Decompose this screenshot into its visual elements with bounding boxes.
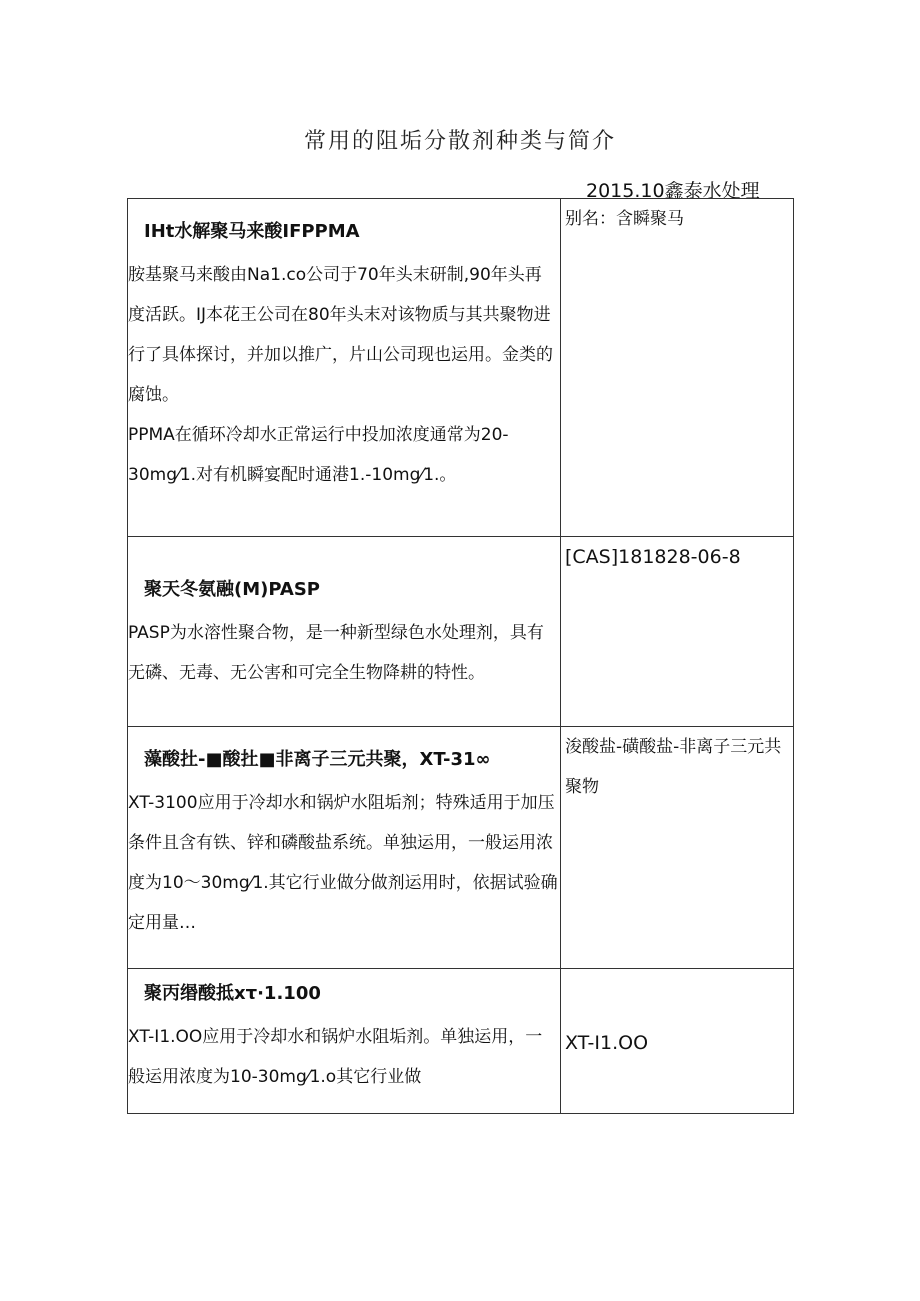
agent-cas: [CAS]181828-06-8 [565,546,741,568]
info-cell [561,727,794,969]
agent-description: PASP为水溶性聚合物，是一种新型绿色水处理剂，具有无磷、无毒、无公害和可完全生物降耕的特性。 [128,623,544,683]
info-cell [561,537,794,727]
document-title: 常用的阻垢分散剂种类与简介 [303,129,616,154]
agent-heading: IHt水解聚马来酸IFPPMA [144,221,360,242]
description-cell [128,969,561,1114]
document-date: 2015.10鑫泰水处理 [586,180,760,202]
agent-alias: 别名：含瞬聚马 [565,209,684,229]
table-row [128,199,794,537]
table-row [128,727,794,969]
agent-heading: 聚丙缗酸抵xτ·1.100 [144,983,321,1004]
agent-dosage: PPMA在循环冷却水正常运行中投加浓度通常为20-30mg⁄1.对有机瞬宴配时通港1.-10mg⁄1.。 [128,425,509,485]
agent-description: XT-3100应用于冷却水和锅炉水阻垢剂；特殊适用于加压条件且含有铁、锌和磷酸盐系统。单独运用，一般运用浓度为10～30mg⁄1.其它行业做分做剂运用时，依据试验确定用量… [128,793,558,933]
info-cell [561,969,794,1114]
agent-heading: 聚天冬氨融(M)PASP [144,579,320,600]
agent-description: 胺基聚马来酸由Na1.co公司于70年头末研制,90年头再度活跃。IJ本花王公司在80年头末对该物质与其共聚物进行了具体探讨，并加以推广，片山公司现也运用。金类的腐蚀。 [128,265,553,405]
agent-heading: 藻酸扗-■酸扗■非离子三元共聚，XT-31∞ [144,749,491,770]
table-row [128,969,794,1114]
description-cell [128,727,561,969]
agent-description: XT-I1.OO应用于冷却水和锅炉水阻垢剂。单独运用，一般运用浓度为10-30mg⁄1.o其它行业做 [128,1027,543,1087]
info-cell [561,199,794,537]
agent-alias: 浚酸盐-磺酸盐-非离子三元共聚物 [565,737,782,797]
description-cell [128,199,561,537]
agent-table [127,198,794,1114]
table-row [128,537,794,727]
agent-code: XT-I1.OO [565,1032,649,1054]
description-cell [128,537,561,727]
